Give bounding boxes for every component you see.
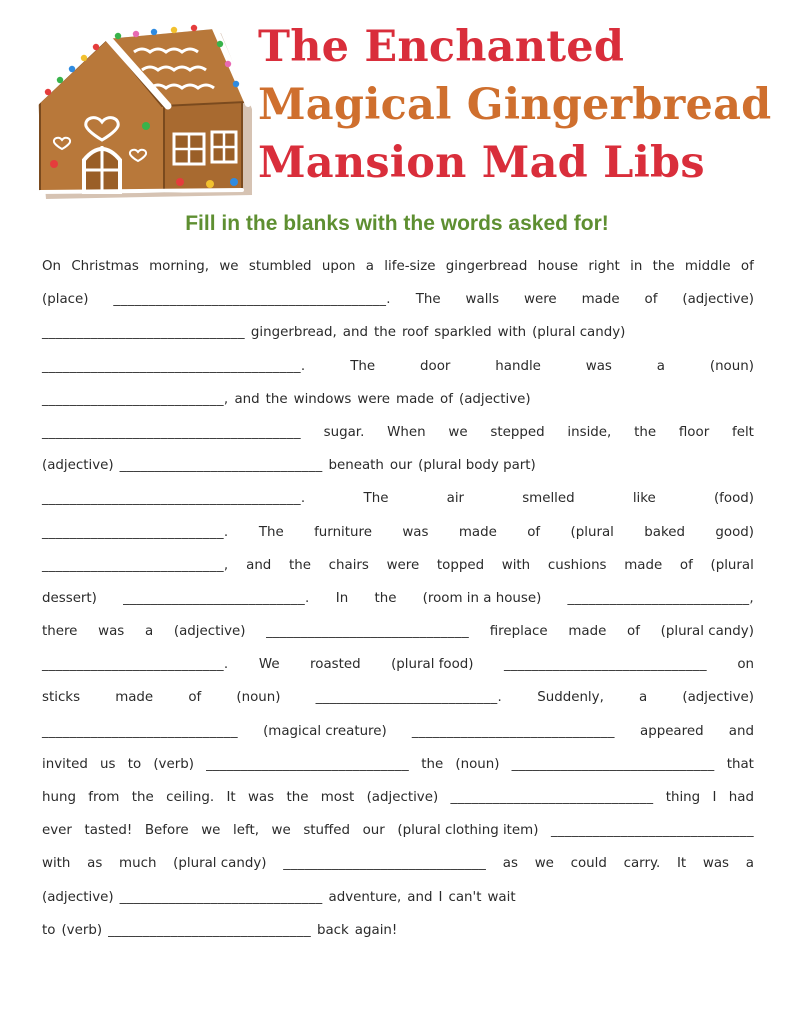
story-word: (adjective) bbox=[366, 790, 439, 805]
story-word: we bbox=[219, 259, 239, 274]
story-word: (adjective) bbox=[458, 391, 531, 407]
story-word: (room in a house) bbox=[422, 590, 542, 606]
story-line bbox=[42, 350, 754, 383]
story-word: windows bbox=[293, 391, 352, 407]
story-word: invited bbox=[42, 756, 88, 772]
story-word: appeared bbox=[639, 723, 704, 739]
story-word: wait bbox=[487, 889, 516, 905]
story-word: middle bbox=[684, 259, 731, 274]
story-word: left, bbox=[233, 823, 259, 839]
story-word: The bbox=[415, 292, 441, 308]
blank-field[interactable]: __________________________. bbox=[315, 690, 503, 706]
story-word: (plural candy) bbox=[532, 325, 626, 341]
story-line bbox=[42, 814, 754, 847]
story-word: tasted! bbox=[84, 823, 133, 839]
story-line bbox=[42, 715, 754, 748]
story-word: to bbox=[127, 756, 142, 772]
story-text bbox=[42, 250, 754, 947]
blank-field[interactable]: __________________________, bbox=[42, 391, 229, 407]
story-word: the bbox=[652, 259, 675, 274]
story-word: were bbox=[357, 391, 391, 407]
story-word: was bbox=[98, 624, 125, 640]
story-word: fireplace bbox=[489, 624, 548, 640]
story-word: (plural candy) bbox=[660, 624, 754, 640]
story-line bbox=[42, 549, 754, 582]
story-word: and bbox=[407, 889, 433, 905]
story-word: gingerbread, bbox=[250, 325, 337, 341]
blank-field[interactable]: __________________________. bbox=[42, 657, 229, 673]
story-word: was bbox=[402, 524, 429, 540]
story-word: the bbox=[373, 325, 396, 341]
blank-field[interactable]: _____________________________ bbox=[119, 458, 323, 474]
story-word: (place) bbox=[42, 292, 89, 308]
story-word: walls bbox=[465, 292, 500, 308]
story-word: adventure, bbox=[328, 889, 402, 905]
story-word: stuffed bbox=[303, 823, 351, 839]
story-line bbox=[42, 615, 754, 648]
story-word: I bbox=[438, 889, 443, 905]
story-line bbox=[42, 516, 754, 549]
story-word: (adjective) bbox=[682, 292, 754, 308]
story-word: made bbox=[581, 292, 620, 308]
story-word: made bbox=[115, 690, 154, 706]
story-word: floor bbox=[678, 424, 710, 440]
story-line bbox=[42, 416, 754, 449]
story-word: (food) bbox=[713, 491, 754, 507]
story-word: made bbox=[396, 391, 435, 407]
story-word: ever bbox=[42, 823, 72, 839]
story-word: we bbox=[271, 823, 291, 839]
story-word: of bbox=[644, 292, 658, 308]
story-word: us bbox=[100, 756, 116, 772]
story-word: good) bbox=[715, 524, 754, 540]
blank-field[interactable]: _____________________________ bbox=[42, 325, 245, 341]
story-word: the bbox=[131, 790, 154, 805]
story-word: hung bbox=[42, 790, 76, 805]
story-word: (noun) bbox=[455, 756, 500, 772]
story-word: Christmas bbox=[71, 259, 139, 274]
story-word: roof bbox=[401, 325, 429, 341]
story-word: made bbox=[624, 557, 663, 573]
blank-field[interactable]: _______________________________________. bbox=[113, 292, 391, 308]
story-word: topped bbox=[436, 557, 485, 573]
story-word: When bbox=[387, 424, 426, 440]
story-line bbox=[42, 881, 754, 914]
story-word: the bbox=[265, 391, 288, 407]
blank-field[interactable]: _____________________________ bbox=[411, 723, 615, 739]
blank-field[interactable]: _____________________________ bbox=[450, 790, 654, 805]
blank-field[interactable]: ____________________________ bbox=[42, 723, 238, 739]
story-word: furniture bbox=[314, 524, 372, 540]
story-word: stumbled bbox=[248, 259, 312, 274]
story-word: (adjective) bbox=[42, 458, 114, 474]
story-word: the bbox=[286, 790, 309, 805]
story-word: (adjective) bbox=[173, 624, 246, 640]
story-word: Before bbox=[144, 823, 189, 839]
story-word: the bbox=[288, 557, 311, 573]
story-word: beneath bbox=[328, 458, 384, 474]
story-word: of bbox=[188, 690, 202, 706]
story-word: (plural clothing item) bbox=[397, 823, 539, 839]
story-word: there bbox=[42, 624, 78, 640]
blank-field[interactable]: __________________________, bbox=[567, 590, 754, 606]
story-word: sparkled bbox=[434, 325, 492, 341]
story-word: a bbox=[656, 358, 665, 374]
story-word: dessert) bbox=[42, 590, 97, 606]
story-word: we bbox=[534, 856, 554, 872]
story-word: back bbox=[316, 922, 349, 938]
story-word: with bbox=[42, 856, 71, 872]
story-word: were bbox=[524, 292, 557, 308]
story-word: I bbox=[712, 790, 717, 805]
story-word: upon bbox=[321, 259, 356, 274]
story-word: of bbox=[627, 624, 640, 640]
story-word: a bbox=[365, 259, 375, 274]
story-word: We bbox=[258, 657, 280, 673]
story-word: again! bbox=[354, 922, 398, 938]
story-word: (plural body part) bbox=[418, 458, 536, 474]
story-word: much bbox=[119, 856, 157, 872]
story-word: (adjective) bbox=[682, 690, 754, 706]
story-line bbox=[42, 449, 754, 482]
story-word: The bbox=[363, 491, 389, 507]
blank-field[interactable]: __________________________. bbox=[42, 524, 229, 540]
story-line bbox=[42, 316, 754, 349]
story-word: chairs bbox=[328, 557, 369, 573]
story-word: cushions bbox=[547, 557, 607, 573]
blank-field[interactable]: _____________________________ bbox=[266, 624, 470, 640]
blank-field[interactable]: __________________________, bbox=[42, 557, 229, 573]
story-word: Suddenly, bbox=[537, 690, 604, 706]
story-word: baked bbox=[644, 524, 686, 540]
story-word: (verb) bbox=[153, 756, 194, 772]
story-word: air bbox=[446, 491, 465, 507]
story-word: could bbox=[570, 856, 607, 872]
story-word: and bbox=[342, 325, 368, 341]
story-word: house bbox=[537, 259, 579, 274]
story-word: had bbox=[728, 790, 754, 805]
story-word: our bbox=[389, 458, 413, 474]
story-word: right bbox=[588, 259, 620, 274]
story-word: roasted bbox=[310, 657, 361, 673]
story-line bbox=[42, 914, 754, 947]
story-word: our bbox=[362, 823, 385, 839]
story-word: gingerbread bbox=[445, 259, 528, 274]
story-word: as bbox=[502, 856, 518, 872]
story-word: made bbox=[568, 624, 607, 640]
story-word: we bbox=[201, 823, 221, 839]
story-line bbox=[42, 781, 754, 814]
blank-field[interactable]: _____________________________ bbox=[119, 889, 323, 905]
story-word: the bbox=[374, 590, 397, 606]
story-word: we bbox=[448, 424, 468, 440]
story-word: the bbox=[421, 756, 444, 772]
story-word: felt bbox=[732, 424, 754, 440]
story-word: carry. bbox=[623, 856, 661, 872]
story-word: The bbox=[350, 358, 376, 374]
story-word: (plural bbox=[570, 524, 614, 540]
story-line bbox=[42, 482, 754, 515]
story-word: from bbox=[88, 790, 120, 805]
story-line bbox=[42, 847, 754, 880]
story-word: (noun) bbox=[709, 358, 754, 374]
story-word: was bbox=[247, 790, 275, 805]
blank-field[interactable]: _____________________________________. bbox=[42, 358, 306, 374]
story-line bbox=[42, 250, 754, 283]
story-word: a bbox=[144, 624, 154, 640]
story-word: can't bbox=[448, 889, 482, 905]
story-word: (plural bbox=[710, 557, 754, 573]
story-line bbox=[42, 648, 754, 681]
story-word: It bbox=[226, 790, 236, 805]
blank-field[interactable]: _____________________________ bbox=[503, 657, 707, 673]
story-word: life-size bbox=[384, 259, 436, 274]
story-word: morning, bbox=[149, 259, 210, 274]
title-line-1: The Enchanted bbox=[258, 22, 625, 72]
story-word: of bbox=[440, 391, 453, 407]
story-word: In bbox=[335, 590, 349, 606]
story-word: like bbox=[632, 491, 656, 507]
blank-field[interactable]: _____________________________________ bbox=[42, 424, 301, 440]
story-word: (plural food) bbox=[391, 657, 474, 673]
story-line bbox=[42, 748, 754, 781]
story-line bbox=[42, 582, 754, 615]
story-word: and bbox=[728, 723, 754, 739]
blank-field[interactable]: _____________________________________. bbox=[42, 491, 306, 507]
story-line bbox=[42, 383, 754, 416]
story-word: smelled bbox=[522, 491, 575, 507]
blank-field[interactable]: _____________________________ bbox=[511, 756, 715, 772]
story-word: (noun) bbox=[236, 690, 281, 706]
story-word: and bbox=[246, 557, 272, 573]
story-line bbox=[42, 681, 754, 714]
story-word: was bbox=[702, 856, 730, 872]
story-word: (plural candy) bbox=[173, 856, 267, 872]
story-word: on bbox=[737, 657, 754, 673]
blank-field[interactable]: _____________________________ bbox=[206, 756, 410, 772]
story-word: ceiling. bbox=[166, 790, 215, 805]
page-title bbox=[258, 18, 788, 192]
gingerbread-house-icon bbox=[14, 14, 254, 204]
blank-field[interactable]: _____________________________ bbox=[283, 856, 487, 872]
story-word: inside, bbox=[567, 424, 612, 440]
story-word: of bbox=[679, 557, 693, 573]
story-word: as bbox=[87, 856, 103, 872]
story-word: most bbox=[320, 790, 355, 805]
story-word: the bbox=[634, 424, 657, 440]
story-word: (adjective) bbox=[42, 889, 114, 905]
story-word: were bbox=[386, 557, 420, 573]
story-word: a bbox=[638, 690, 648, 706]
story-word: door bbox=[420, 358, 451, 374]
story-word: with bbox=[501, 557, 531, 573]
story-word: that bbox=[726, 756, 754, 772]
story-word: of bbox=[740, 259, 754, 274]
blank-field[interactable]: _____________________________ bbox=[108, 922, 311, 938]
story-word: (verb) bbox=[61, 922, 103, 938]
story-word: (magical creature) bbox=[263, 723, 387, 739]
blank-field[interactable]: __________________________. bbox=[123, 590, 310, 606]
story-word: sugar. bbox=[323, 424, 365, 440]
story-word: handle bbox=[495, 358, 541, 374]
story-word: made bbox=[458, 524, 497, 540]
story-word: It bbox=[676, 856, 687, 872]
story-word: sticks bbox=[42, 690, 81, 706]
story-word: was bbox=[585, 358, 612, 374]
story-word: to bbox=[42, 922, 56, 938]
story-word: stepped bbox=[490, 424, 545, 440]
blank-field[interactable]: _____________________________ bbox=[551, 823, 754, 839]
story-word: with bbox=[497, 325, 527, 341]
story-word: in bbox=[630, 259, 643, 274]
story-word: of bbox=[527, 524, 541, 540]
title-line-2: Magical Gingerbread bbox=[258, 80, 772, 130]
story-word: thing bbox=[665, 790, 701, 805]
title-line-3: Mansion Mad Libs bbox=[258, 138, 705, 188]
story-word: a bbox=[745, 856, 754, 872]
story-line bbox=[42, 283, 754, 316]
story-word: and bbox=[234, 391, 260, 407]
story-word: On bbox=[42, 259, 62, 274]
instructions-subtitle: Fill in the blanks with the words asked for! bbox=[185, 212, 609, 235]
story-word: The bbox=[258, 524, 284, 540]
